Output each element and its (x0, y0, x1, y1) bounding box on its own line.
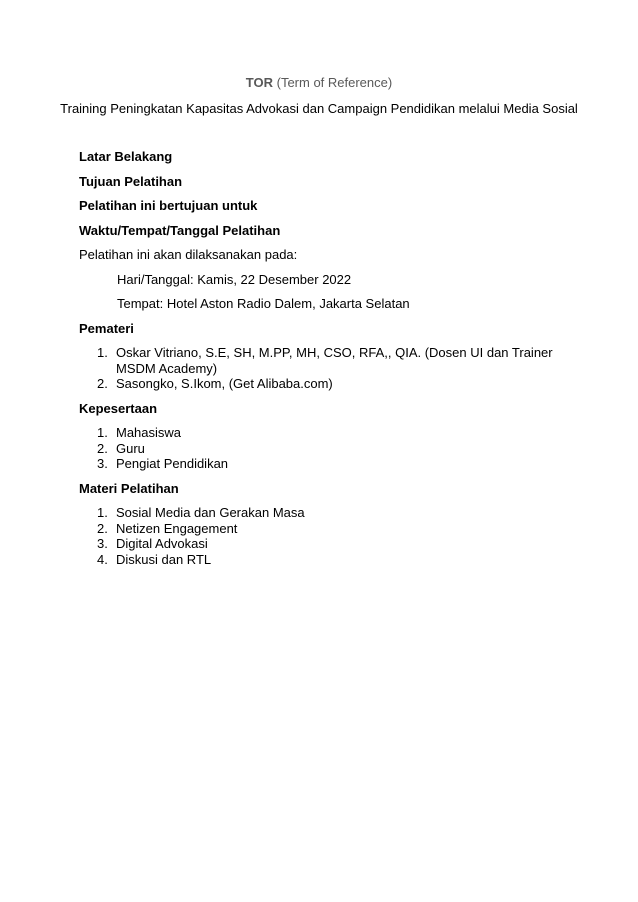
list-text: Diskusi dan RTL (116, 551, 212, 567)
materi-list (79, 505, 569, 567)
list-item (79, 536, 569, 552)
list-text: Oskar Vitriano, S.E, SH, M.PP, MH, CSO, RFA,, QIA. (Dosen UI dan Trainer MSDM Academy) (116, 345, 553, 376)
heading-waktu-tempat: Waktu/Tempat/Tanggal Pelatihan (79, 222, 281, 238)
list-text: Digital Advokasi (116, 536, 208, 551)
list-number: 3. (97, 536, 108, 551)
title-bold: TOR (245, 75, 273, 90)
heading-pemateri: Pemateri (79, 320, 134, 336)
list-text: Sasongko, S.Ikom, (Get Alibaba.com) (116, 376, 333, 391)
list-text: Mahasiswa (116, 425, 182, 440)
list-text: Pengiat Pendidikan (116, 456, 229, 471)
list-item (79, 441, 569, 457)
list-item (79, 376, 569, 392)
heading-tujuan-pelatihan: Tujuan Pelatihan (79, 173, 183, 189)
heading-pelatihan-bertujuan: Pelatihan ini bertujuan untuk (79, 198, 258, 213)
pemateri-list (79, 345, 569, 392)
list-number: 1. (97, 505, 108, 520)
heading-kepesertaan: Kepesertaan (79, 400, 158, 416)
kepesertaan-list (79, 425, 569, 472)
list-number: 2. (97, 376, 108, 391)
list-text: Netizen Engagement (116, 520, 238, 536)
list-text: Guru (116, 440, 145, 456)
list-number: 4. (97, 551, 108, 567)
document-body (79, 149, 569, 576)
heading-latar-belakang: Latar Belakang (79, 149, 173, 164)
list-item (79, 505, 569, 521)
list-number: 1. (97, 425, 108, 440)
pelaksanaan-intro: Pelatihan ini akan dilaksanakan pada: (79, 247, 298, 262)
list-number: 2. (97, 440, 108, 456)
list-item (79, 552, 569, 568)
list-text: Sosial Media dan Gerakan Masa (116, 505, 305, 520)
list-number: 2. (97, 520, 108, 536)
list-number: 1. (97, 345, 108, 360)
hari-tanggal: Hari/Tanggal: Kamis, 22 Desember 2022 (117, 271, 352, 287)
list-item (79, 345, 569, 376)
list-item (79, 456, 569, 472)
list-item (79, 521, 569, 537)
heading-materi-pelatihan: Materi Pelatihan (79, 480, 179, 496)
document-title (0, 75, 638, 91)
list-number: 3. (97, 456, 108, 471)
document-subtitle: Training Peningkatan Kapasitas Advokasi dan Campaign Pendidikan melalui Media Sosial (60, 101, 578, 116)
tempat: Tempat: Hotel Aston Radio Dalem, Jakarta Selatan (117, 296, 410, 311)
title-rest: (Term of Reference) (273, 75, 393, 90)
list-item (79, 425, 569, 441)
